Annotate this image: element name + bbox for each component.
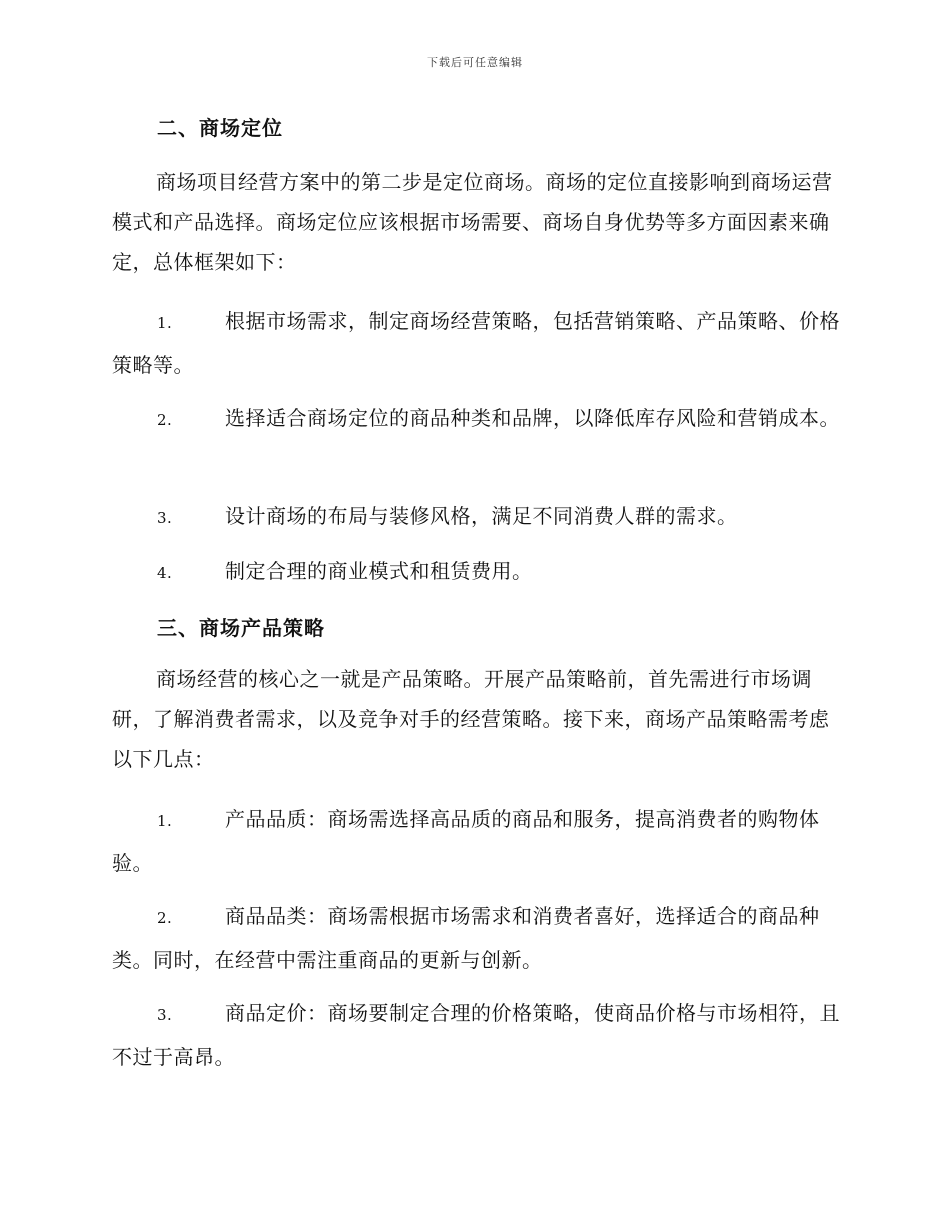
list-item bbox=[112, 895, 840, 981]
list-item-text: 商品定价：商场要制定合理的价格策略，使商品价格与市场相符，且不过于高昂。 bbox=[112, 1001, 840, 1069]
list-item bbox=[112, 495, 840, 539]
section-intro-product-strategy: 商场经营的核心之一就是产品策略。开展产品策略前，首先需进行市场调研，了解消费者需求，以及竞争对手的经营策略。接下来，商场产品策略需考虑以下几点： bbox=[112, 667, 830, 771]
list-item bbox=[112, 397, 840, 441]
list-item-number: 1. bbox=[157, 314, 173, 332]
list-item-number: 1. bbox=[157, 812, 173, 830]
section-heading-product-strategy: 三、商场产品策略 bbox=[157, 616, 325, 640]
list-item-text: 产品品质：商场需选择高品质的商品和服务，提高消费者的购物体验。 bbox=[112, 807, 820, 875]
list-item-number: 2. bbox=[157, 411, 173, 429]
list-item bbox=[112, 798, 840, 884]
list-item-text: 选择适合商场定位的商品种类和品牌，以降低库存风险和营销成本。 bbox=[225, 406, 840, 430]
page-header: 下载后可任意编辑 bbox=[427, 56, 523, 69]
list-item-number: 3. bbox=[157, 1006, 173, 1024]
list-item bbox=[112, 992, 840, 1078]
list-item bbox=[112, 550, 840, 594]
list-item-number: 2. bbox=[157, 909, 173, 927]
list-item-number: 4. bbox=[157, 564, 173, 582]
list-item-text: 根据市场需求，制定商场经营策略，包括营销策略、产品策略、价格策略等。 bbox=[112, 309, 840, 377]
list-item-number: 3. bbox=[157, 509, 173, 527]
section-intro-positioning: 商场项目经营方案中的第二步是定位商场。商场的定位直接影响到商场运营模式和产品选择。商场定位应该根据市场需要、商场自身优势等多方面因素来确定，总体框架如下： bbox=[112, 170, 833, 274]
list-item-text: 商品品类：商场需根据市场需求和消费者喜好，选择适合的商品种类。同时，在经营中需注重商品的更新与创新。 bbox=[112, 904, 820, 972]
section-heading-positioning: 二、商场定位 bbox=[157, 116, 283, 140]
list-item-text: 制定合理的商业模式和租赁费用。 bbox=[225, 559, 533, 583]
list-item bbox=[112, 300, 840, 386]
list-item-text: 设计商场的布局与装修风格，满足不同消费人群的需求。 bbox=[225, 504, 738, 528]
